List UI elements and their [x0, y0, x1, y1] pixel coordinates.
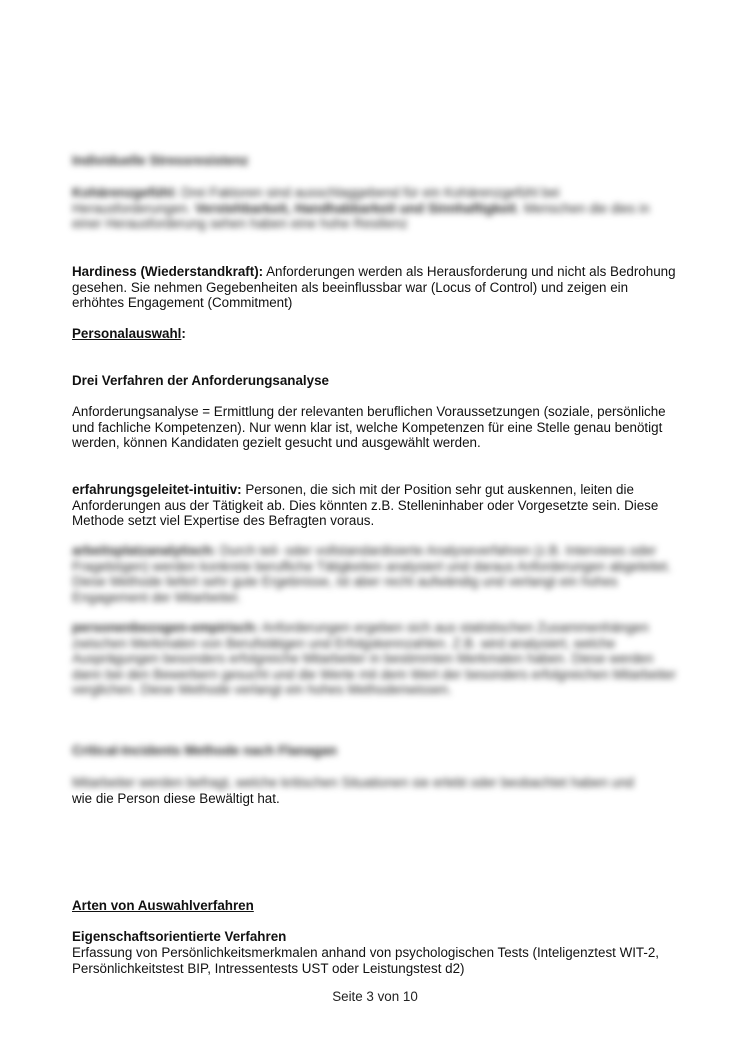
paragraph-text: Anforderungen werden als Herausforderung und nicht als Bedrohung gesehen. Sie nehmen Gegebenheiten als beeinflussbar war (Locus of Control) und zeigen ein erhöhtes Engagement (Commitment): [72, 264, 676, 311]
section-heading-personalauswahl: [72, 326, 680, 342]
heading-text: Arten von Auswahlverfahren: [72, 898, 254, 913]
paragraph-arbeitsplatz: [72, 543, 680, 605]
paragraph-intuitiv: [72, 482, 680, 529]
term-label: Kohärenzgefühl:: [72, 185, 178, 200]
heading-colon: :: [181, 326, 186, 341]
paragraph-anforderungsanalyse: [72, 404, 680, 451]
heading-text: Individuelle Stressresistenz: [72, 153, 249, 168]
subheading-eigenschaft: [72, 929, 680, 945]
heading-text: Personalauswahl: [72, 326, 182, 341]
paragraph-text: Anforderungen ergeben sich aus statistischen Zusammenhängen zwischen Merkmalen von Berufstätigen und Erfolgskennzahlen. Z.B. wird analysiert, welche Ausprägungen besonders erfolgreiche Mitarbeiter in bestimmten Merkmalen haben. Diese werden dann bei den Bewerbern gesucht und die Werte mit dem Wert der besonders erfolgreichen Mitarbeiter verglichen. Diese Methode verlangt ein hohes Methodenwissen.: [72, 620, 676, 698]
paragraph-personenbezogen: [72, 620, 680, 698]
heading-text: Critical-Incidents Methode nach Flanagan: [72, 743, 337, 758]
page-number: Seite 3 von 10: [332, 989, 418, 1004]
paragraph-critical-line2: [72, 791, 680, 807]
paragraph-text: Erfassung von Persönlichkeitsmerkmalen anhand von psychologischen Tests (Inteligenztest WIT-2, Persönlichkeitstest BIP, Intressentests UST oder Leistungstest d2): [72, 945, 660, 976]
heading-text: Eigenschaftsorientierte Verfahren: [72, 929, 287, 944]
paragraph-text: wie die Person diese Bewältigt hat.: [72, 791, 280, 806]
term-label: arbeitsplatzanalytisch:: [72, 543, 217, 558]
section-heading-stressresistenz: [72, 153, 680, 169]
paragraph-eigenschaft: [72, 945, 680, 976]
term-label: erfahrungsgeleitet-intuitiv:: [72, 482, 242, 497]
paragraph-critical-line1: [72, 775, 680, 791]
section-heading-arten: [72, 898, 680, 914]
paragraph-hardiness: [72, 264, 680, 311]
paragraph-text: Drei Faktoren sind ausschlaggebend für ein Kohärenzgefühl bei Herausforderungen.: [72, 185, 560, 216]
paragraph-text: Mitarbeiter werden befragt, welche kritischen Situationen sie erlebt oder beobachtet haben und: [72, 775, 635, 790]
paragraph-text: Durch teil- oder vollstandardisierte Analyseverfahren (z.B. Interviews oder Fragebögen) werden konkrete berufliche Tätigkeiten analysiert und daraus Anforderungen abgeleitet. Diese Methode liefert sehr gute Ergebnisse, ist aber recht aufwändig und verlangt ein hohes Engagement der Mitarbeiter.: [72, 543, 672, 605]
paragraph-text: Personen, die sich mit der Position sehr gut auskennen, leiten die Anforderungen aus der Tätigkeit ab. Dies könnten z.B. Stelleninhaber oder Vorgesetzte sein. Diese Methode setzt viel Expertise des Befragten voraus.: [72, 482, 659, 529]
term-label: Hardiness (Wiederstandkraft):: [72, 264, 264, 279]
heading-text: Drei Verfahren der Anforderungsanalyse: [72, 373, 329, 388]
bold-phrase: Verstehbarkeit, Handhabbarkeit und Sinnhaftigkeit: [194, 200, 517, 216]
term-label: personenbezogen-empirisch:: [72, 620, 259, 635]
subheading-critical-incidents: [72, 743, 680, 759]
subheading-anforderungsanalyse: [72, 373, 680, 389]
paragraph-text: Anforderungsanalyse = Ermittlung der relevanten beruflichen Voraussetzungen (soziale, persönliche und fachliche Kompetenzen). Nur wenn klar ist, welche Kompetenzen für eine Stelle genau benötigt werden, können Kandidaten gezielt gesucht und ausgewählt werden.: [72, 404, 666, 451]
paragraph-kohaerenz: [72, 185, 680, 232]
paragraph-text: . Menschen die dies in einer Herausforderung sehen haben eine hohe Resilienz: [72, 200, 650, 232]
